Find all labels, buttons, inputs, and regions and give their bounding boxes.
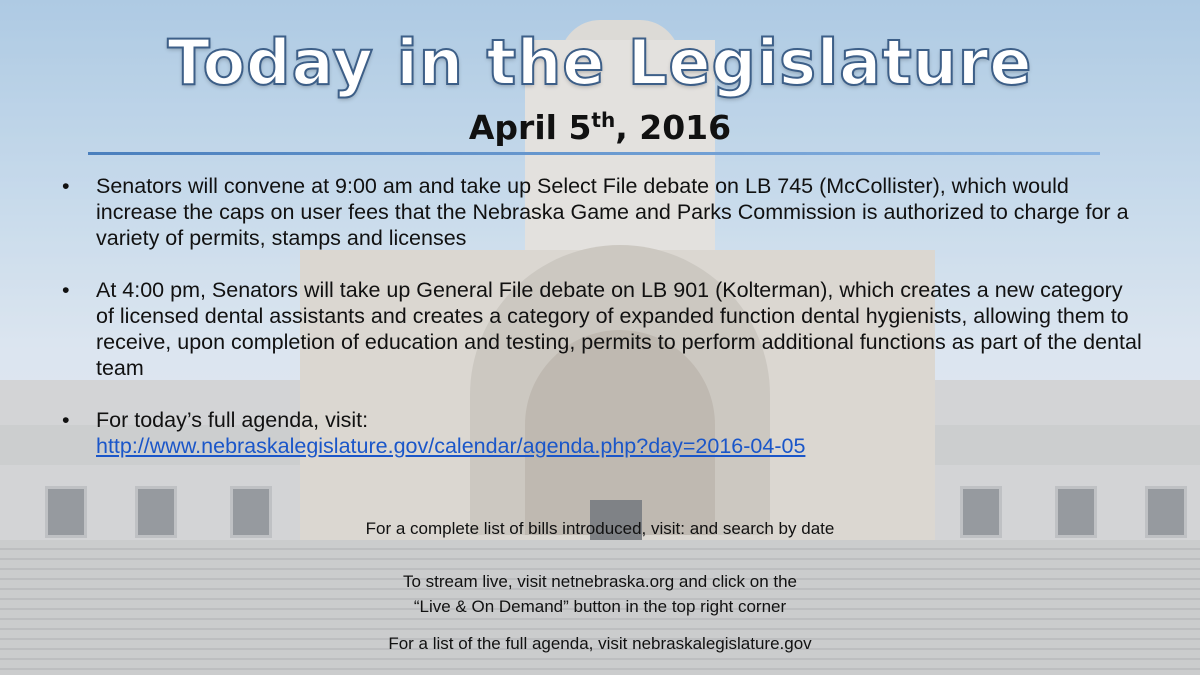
bullet-item	[62, 277, 1142, 381]
title-divider	[88, 152, 1100, 155]
bullet-text: At 4:00 pm, Senators will take up General File debate on LB 901 (Kolterman), which creates a new category of licensed dental assistants and creates a category of expanded function dental hygienists, allowing them to receive, upon completion of education and testing, permits to perform additional functions as part of the dental team	[96, 278, 1142, 380]
bullet-text: For today’s full agenda, visit:	[96, 408, 369, 432]
bullet-item	[62, 173, 1142, 251]
bullet-text: Senators will convene at 9:00 am and take up Select File debate on LB 745 (McCollister), which would increase the caps on user fees that the Nebraska Game and Parks Commission is authorized to charge for a variety of permits, stamps and licenses	[96, 174, 1129, 250]
date-suffix: th	[591, 108, 616, 132]
date-month-day: April 5	[468, 108, 592, 147]
slide-title: Today in the Legislature	[167, 26, 1033, 99]
slide-date	[0, 108, 1200, 147]
agenda-link[interactable]: http://www.nebraskalegislature.gov/calendar/agenda.php?day=2016-04-05	[96, 434, 806, 458]
footer-bills-text: For a complete list of bills introduced, visit: and search by date	[365, 519, 835, 538]
date-year: , 2016	[615, 108, 732, 147]
bullet-item	[62, 407, 1142, 459]
bullet-list	[62, 173, 1142, 485]
footer-stream-line2: “Live & On Demand” button in the top right corner	[413, 597, 787, 616]
footer-stream-line1: To stream live, visit netnebraska.org and click on the	[402, 572, 798, 591]
footer-agenda-text: For a list of the full agenda, visit nebraskalegislature.gov	[388, 634, 812, 653]
